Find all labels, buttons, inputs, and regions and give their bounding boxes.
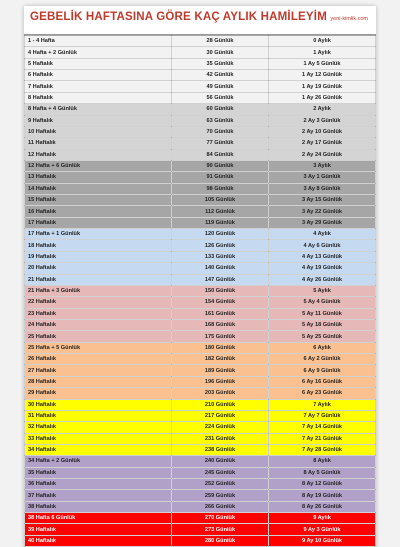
days-cell: 217 Günlük xyxy=(172,410,269,421)
months-cell: 3 Ay 22 Günlük xyxy=(269,206,376,217)
week-cell: 14 Haftalık xyxy=(25,183,172,194)
days-cell: 245 Günlük xyxy=(172,467,269,478)
months-cell: 7 Ay 14 Günlük xyxy=(269,422,376,433)
table-row xyxy=(25,47,376,58)
week-cell: 21 Hafta + 3 Günlük xyxy=(25,285,172,296)
week-cell: 25 Hafta + 5 Günlük xyxy=(25,342,172,353)
days-cell: 42 Günlük xyxy=(172,70,269,81)
days-cell: 60 Günlük xyxy=(172,104,269,115)
table-row xyxy=(25,376,376,387)
months-cell: 5 Ay 18 Günlük xyxy=(269,319,376,330)
months-cell: 4 Ay 13 Günlük xyxy=(269,251,376,262)
table-row xyxy=(25,70,376,81)
days-cell: 28 Günlük xyxy=(172,36,269,47)
months-cell: 1 Ay 12 Günlük xyxy=(269,70,376,81)
days-cell: 189 Günlük xyxy=(172,365,269,376)
table-row xyxy=(25,149,376,160)
months-cell: 8 Aylık xyxy=(269,456,376,467)
table-row xyxy=(25,365,376,376)
months-cell: 9 Ay 3 Günlük xyxy=(269,524,376,535)
week-cell: 1 - 4 Hafta xyxy=(25,36,172,47)
days-cell: 112 Günlük xyxy=(172,206,269,217)
week-cell: 31 Haftalık xyxy=(25,410,172,421)
table-row xyxy=(25,444,376,455)
days-cell: 280 Günlük xyxy=(172,535,269,546)
months-cell: 4 Ay 19 Günlük xyxy=(269,263,376,274)
week-cell: 28 Haftalık xyxy=(25,376,172,387)
table-row xyxy=(25,126,376,137)
months-cell: 8 Ay 12 Günlük xyxy=(269,479,376,490)
table-row xyxy=(25,410,376,421)
months-cell: 4 Aylık xyxy=(269,229,376,240)
months-cell: 7 Ay 21 Günlük xyxy=(269,433,376,444)
week-cell: 38 Haftalık xyxy=(25,501,172,512)
week-cell: 38 Hafta 6 Günlük xyxy=(25,513,172,524)
week-cell: 26 Haftalık xyxy=(25,354,172,365)
months-cell: 6 Ay 23 Günlük xyxy=(269,388,376,399)
months-cell: 5 Aylık xyxy=(269,285,376,296)
days-cell: 238 Günlük xyxy=(172,444,269,455)
pregnancy-table-sheet xyxy=(24,6,376,547)
week-cell: 35 Haftalık xyxy=(25,467,172,478)
table-row xyxy=(25,433,376,444)
week-cell: 13 Haftalık xyxy=(25,172,172,183)
table-body xyxy=(25,36,376,547)
days-cell: 231 Günlük xyxy=(172,433,269,444)
table-row xyxy=(25,297,376,308)
week-cell: 8 Hafta + 4 Günlük xyxy=(25,104,172,115)
months-cell: 8 Ay 26 Günlük xyxy=(269,501,376,512)
months-cell: 5 Ay 4 Günlük xyxy=(269,297,376,308)
table-row xyxy=(25,354,376,365)
week-cell: 4 Hafta + 2 Günlük xyxy=(25,47,172,58)
table-row xyxy=(25,388,376,399)
days-cell: 98 Günlük xyxy=(172,183,269,194)
days-cell: 180 Günlük xyxy=(172,342,269,353)
week-cell: 37 Haftalık xyxy=(25,490,172,501)
week-cell: 10 Haftalık xyxy=(25,126,172,137)
table-row xyxy=(25,285,376,296)
week-cell: 27 Haftalık xyxy=(25,365,172,376)
months-cell: 7 Ay 7 Günlük xyxy=(269,410,376,421)
table-header xyxy=(24,6,376,35)
months-cell: 9 Ay 10 Günlük xyxy=(269,535,376,546)
week-cell: 17 Hafta + 1 Günlük xyxy=(25,229,172,240)
week-cell: 18 Haftalık xyxy=(25,240,172,251)
table-row xyxy=(25,206,376,217)
days-cell: 119 Günlük xyxy=(172,217,269,228)
months-cell: 3 Ay 15 Günlük xyxy=(269,195,376,206)
days-cell: 240 Günlük xyxy=(172,456,269,467)
days-cell: 252 Günlük xyxy=(172,479,269,490)
page-title: GEBELİK HAFTASINA GÖRE KAÇ AYLIK HAMİLEYİM xyxy=(30,11,327,23)
days-cell: 30 Günlük xyxy=(172,47,269,58)
months-cell: 2 Aylık xyxy=(269,104,376,115)
week-cell: 34 Haftalık xyxy=(25,444,172,455)
table-row xyxy=(25,251,376,262)
table-row xyxy=(25,467,376,478)
table-row xyxy=(25,479,376,490)
months-cell: 5 Ay 25 Günlük xyxy=(269,331,376,342)
days-cell: 154 Günlük xyxy=(172,297,269,308)
week-cell: 22 Haftalık xyxy=(25,297,172,308)
week-cell: 6 Haftalık xyxy=(25,70,172,81)
days-cell: 168 Günlük xyxy=(172,319,269,330)
week-cell: 33 Haftalık xyxy=(25,433,172,444)
week-cell: 19 Haftalık xyxy=(25,251,172,262)
months-cell: 4 Ay 26 Günlük xyxy=(269,274,376,285)
days-cell: 196 Günlük xyxy=(172,376,269,387)
week-cell: 29 Haftalık xyxy=(25,388,172,399)
table-row xyxy=(25,160,376,171)
months-cell: 3 Ay 29 Günlük xyxy=(269,217,376,228)
week-cell: 30 Haftalık xyxy=(25,399,172,410)
days-cell: 203 Günlük xyxy=(172,388,269,399)
days-cell: 224 Günlük xyxy=(172,422,269,433)
table-row xyxy=(25,183,376,194)
days-cell: 147 Günlük xyxy=(172,274,269,285)
months-cell: 9 Aylık xyxy=(269,513,376,524)
months-cell: 1 Ay 5 Günlük xyxy=(269,58,376,69)
days-cell: 70 Günlük xyxy=(172,126,269,137)
months-cell: 1 Ay 26 Günlük xyxy=(269,92,376,103)
table-row xyxy=(25,308,376,319)
table-row xyxy=(25,92,376,103)
months-cell: 6 Ay 9 Günlük xyxy=(269,365,376,376)
days-cell: 77 Günlük xyxy=(172,138,269,149)
months-cell: 8 Ay 19 Günlük xyxy=(269,490,376,501)
days-cell: 140 Günlük xyxy=(172,263,269,274)
months-cell: 2 Ay 10 Günlük xyxy=(269,126,376,137)
table-row xyxy=(25,422,376,433)
months-cell: 1 Ay 19 Günlük xyxy=(269,81,376,92)
days-cell: 105 Günlük xyxy=(172,195,269,206)
week-cell: 34 Hafta + 2 Günlük xyxy=(25,456,172,467)
table-row xyxy=(25,274,376,285)
week-cell: 32 Haftalık xyxy=(25,422,172,433)
week-cell: 9 Haftalık xyxy=(25,115,172,126)
months-cell: 4 Ay 6 Günlük xyxy=(269,240,376,251)
week-cell: 25 Haftalık xyxy=(25,331,172,342)
months-cell: 3 Ay 1 Günlük xyxy=(269,172,376,183)
months-cell: 0 Aylık xyxy=(269,36,376,47)
days-cell: 56 Günlük xyxy=(172,92,269,103)
table-row xyxy=(25,490,376,501)
months-cell: 7 Ay 28 Günlük xyxy=(269,444,376,455)
months-cell: 2 Ay 3 Günlük xyxy=(269,115,376,126)
months-cell: 6 Ay 2 Günlük xyxy=(269,354,376,365)
week-cell: 39 Haftalık xyxy=(25,524,172,535)
days-cell: 259 Günlük xyxy=(172,490,269,501)
week-cell: 11 Haftalık xyxy=(25,138,172,149)
days-cell: 126 Günlük xyxy=(172,240,269,251)
week-cell: 8 Haftalık xyxy=(25,92,172,103)
months-cell: 7 Aylık xyxy=(269,399,376,410)
days-cell: 84 Günlük xyxy=(172,149,269,160)
days-cell: 90 Günlük xyxy=(172,160,269,171)
days-cell: 182 Günlük xyxy=(172,354,269,365)
table-row xyxy=(25,535,376,546)
days-cell: 49 Günlük xyxy=(172,81,269,92)
table-row xyxy=(25,319,376,330)
week-cell: 5 Haftalık xyxy=(25,58,172,69)
days-cell: 175 Günlük xyxy=(172,331,269,342)
week-cell: 24 Haftalık xyxy=(25,319,172,330)
table-row xyxy=(25,172,376,183)
table-row xyxy=(25,36,376,47)
months-cell: 1 Aylık xyxy=(269,47,376,58)
days-cell: 150 Günlük xyxy=(172,285,269,296)
table-row xyxy=(25,501,376,512)
week-cell: 12 Haftalık xyxy=(25,149,172,160)
table-row xyxy=(25,138,376,149)
months-cell: 3 Ay 8 Günlük xyxy=(269,183,376,194)
week-cell: 20 Haftalık xyxy=(25,263,172,274)
months-cell: 2 Ay 24 Günlük xyxy=(269,149,376,160)
months-cell: 6 Aylık xyxy=(269,342,376,353)
months-cell: 5 Ay 11 Günlük xyxy=(269,308,376,319)
table-row xyxy=(25,81,376,92)
months-cell: 2 Ay 17 Günlük xyxy=(269,138,376,149)
week-cell: 40 Haftalık xyxy=(25,535,172,546)
week-cell: 16 Haftalık xyxy=(25,206,172,217)
days-cell: 270 Günlük xyxy=(172,513,269,524)
table-row xyxy=(25,342,376,353)
week-cell: 21 Haftalık xyxy=(25,274,172,285)
table-row xyxy=(25,58,376,69)
days-cell: 120 Günlük xyxy=(172,229,269,240)
pregnancy-week-table xyxy=(24,35,376,547)
months-cell: 8 Ay 5 Günlük xyxy=(269,467,376,478)
days-cell: 91 Günlük xyxy=(172,172,269,183)
table-row xyxy=(25,229,376,240)
days-cell: 161 Günlük xyxy=(172,308,269,319)
table-row xyxy=(25,456,376,467)
months-cell: 3 Aylık xyxy=(269,160,376,171)
table-row xyxy=(25,263,376,274)
table-row xyxy=(25,217,376,228)
site-watermark: yeni-kimlik.com xyxy=(330,16,368,22)
table-row xyxy=(25,399,376,410)
week-cell: 15 Haftalık xyxy=(25,195,172,206)
week-cell: 12 Hafta + 6 Günlük xyxy=(25,160,172,171)
days-cell: 266 Günlük xyxy=(172,501,269,512)
week-cell: 23 Haftalık xyxy=(25,308,172,319)
days-cell: 210 Günlük xyxy=(172,399,269,410)
days-cell: 63 Günlük xyxy=(172,115,269,126)
months-cell: 6 Ay 16 Günlük xyxy=(269,376,376,387)
table-row xyxy=(25,240,376,251)
table-row xyxy=(25,195,376,206)
days-cell: 273 Günlük xyxy=(172,524,269,535)
week-cell: 17 Haftalık xyxy=(25,217,172,228)
week-cell: 7 Haftalık xyxy=(25,81,172,92)
table-row xyxy=(25,115,376,126)
table-row xyxy=(25,104,376,115)
days-cell: 133 Günlük xyxy=(172,251,269,262)
days-cell: 35 Günlük xyxy=(172,58,269,69)
week-cell: 36 Haftalık xyxy=(25,479,172,490)
table-row xyxy=(25,331,376,342)
table-row xyxy=(25,513,376,524)
